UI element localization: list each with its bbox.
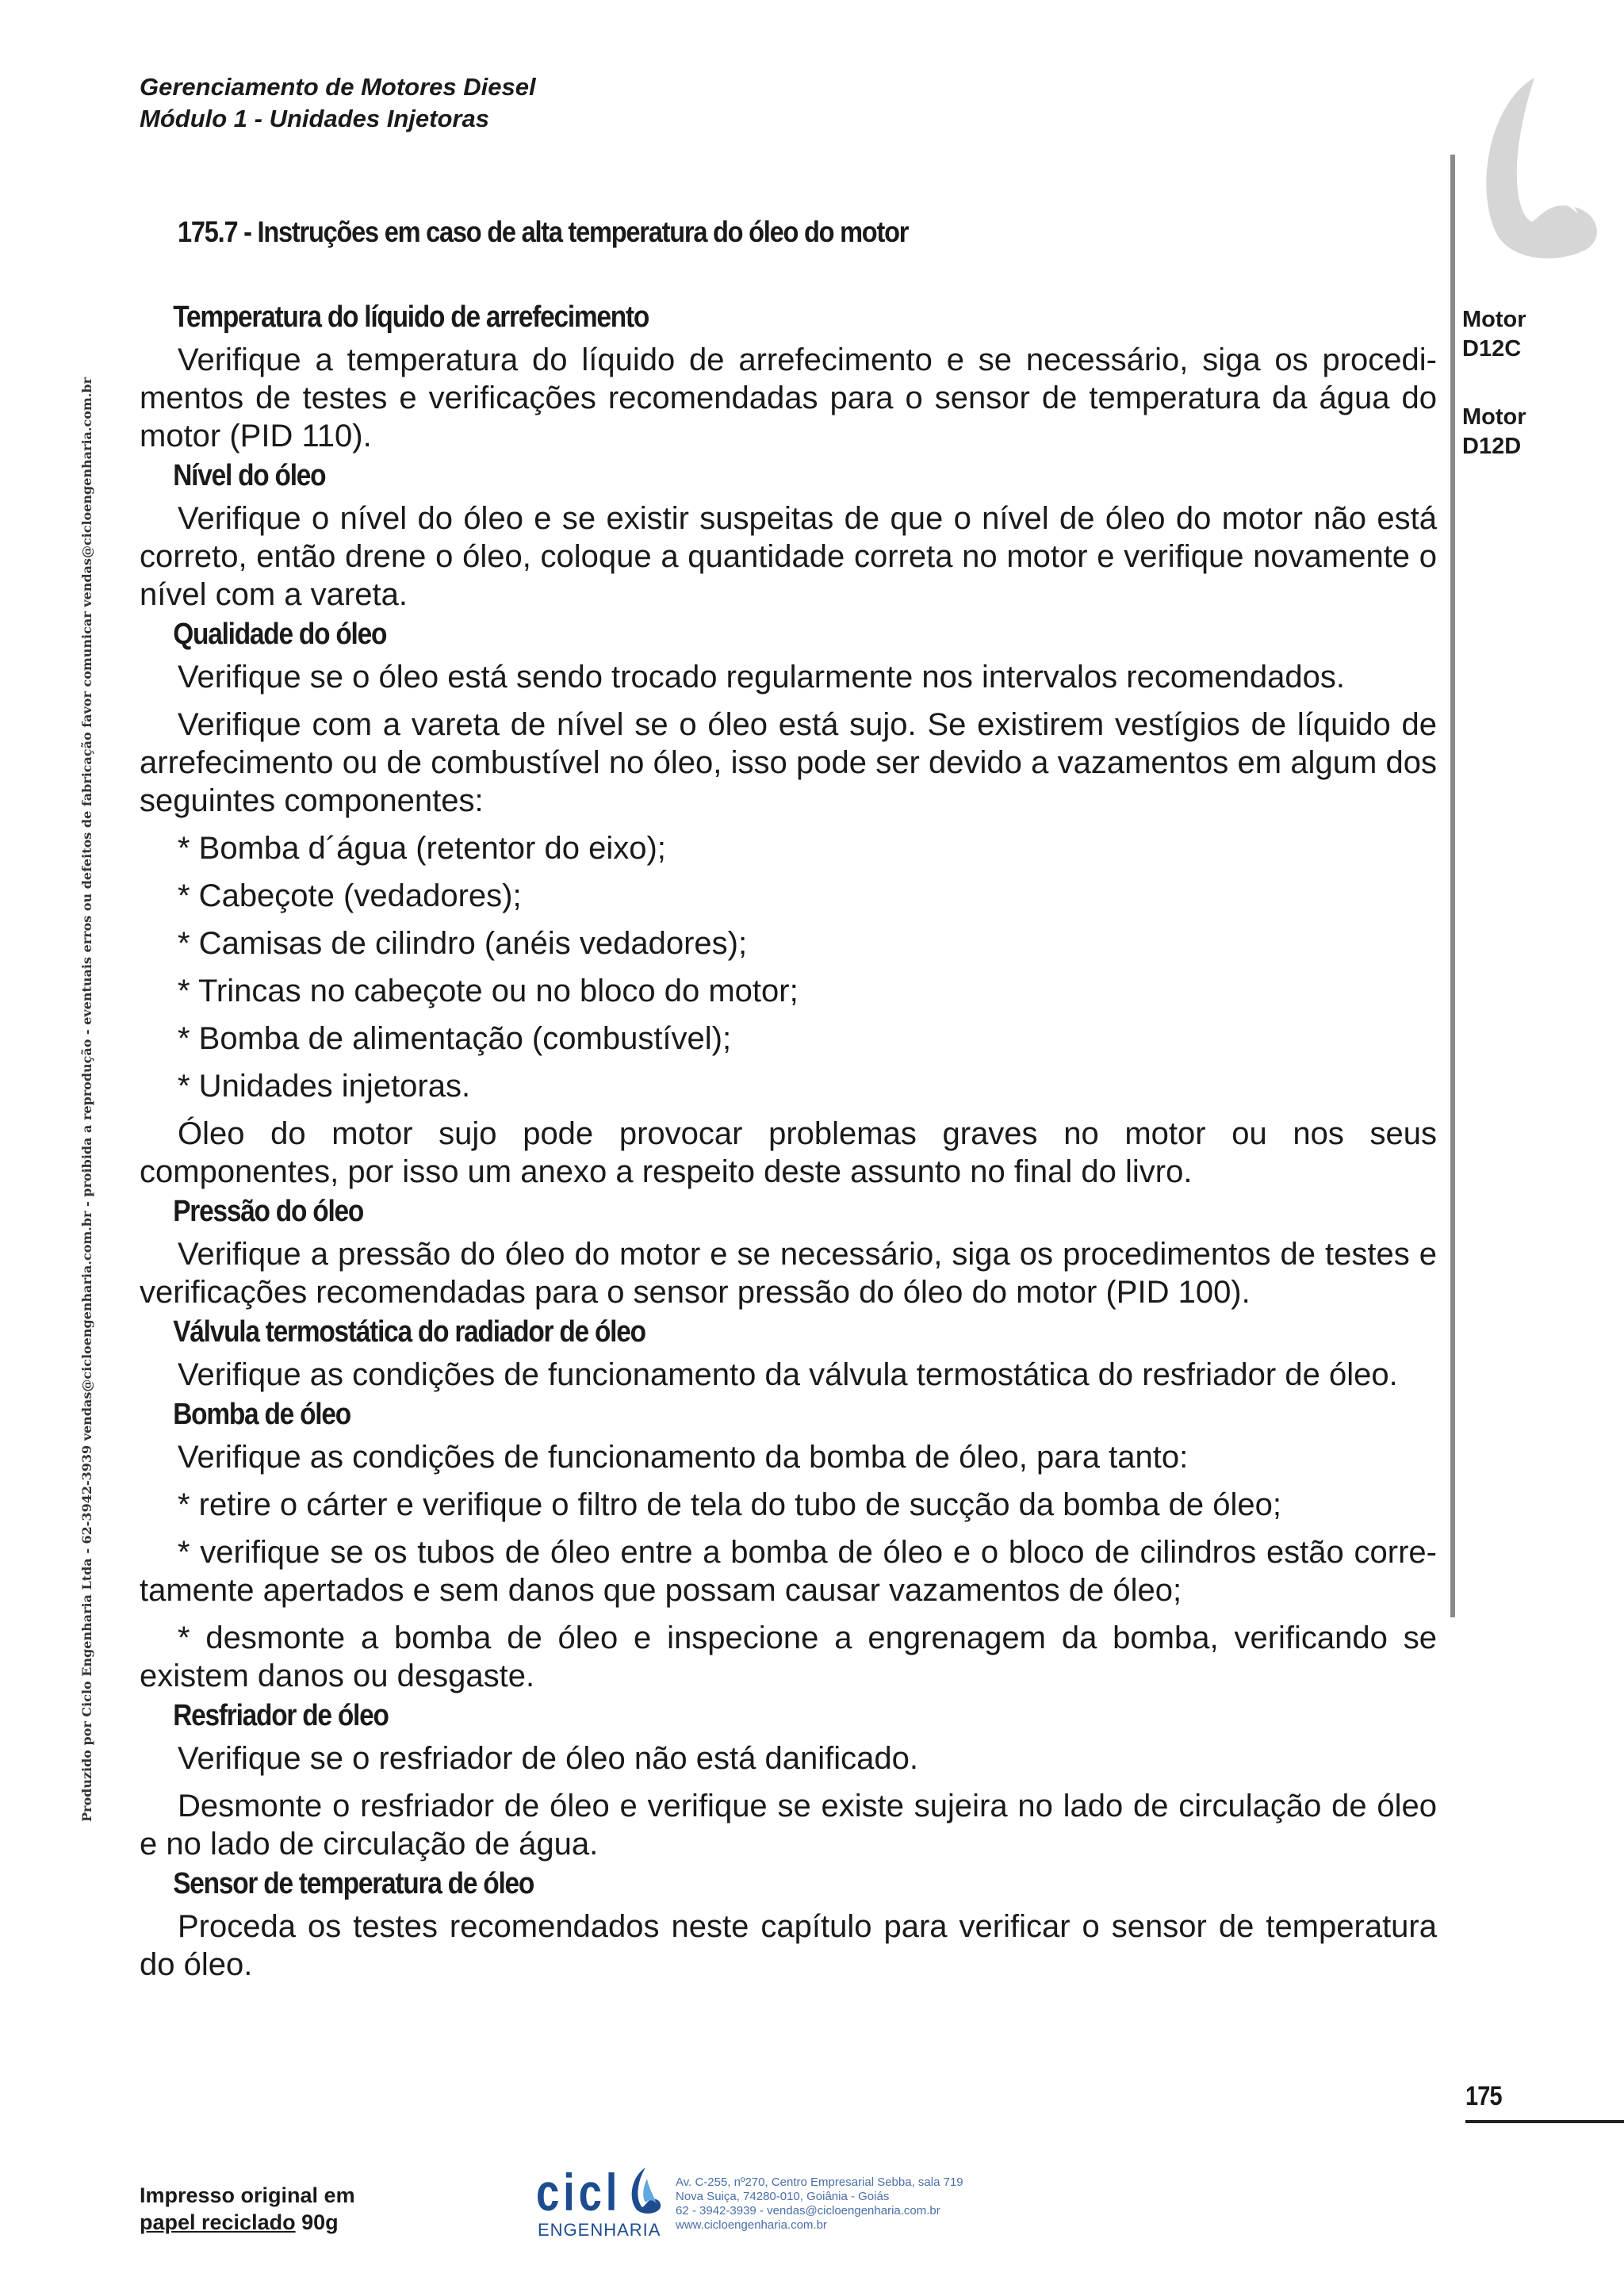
margin-rule bbox=[1450, 155, 1455, 1617]
list-item: * Unidades injetoras. bbox=[178, 1069, 471, 1104]
brand-subtitle: ENGENHARIA bbox=[538, 2220, 661, 2240]
decorative-logo-mark bbox=[1459, 71, 1602, 270]
list-item: * Trincas no cabeçote ou no bloco do motor; bbox=[178, 974, 799, 1008]
list-item: * Camisas de cilindro (anéis vedadores); bbox=[178, 926, 748, 961]
page-number-rule bbox=[1465, 2120, 1624, 2123]
running-header bbox=[140, 71, 536, 135]
list-item: * Bomba de alimentação (combustível); bbox=[178, 1021, 732, 1056]
side-label-d12c: Motor D12C bbox=[1462, 307, 1526, 362]
paragraph: Verifique a pressão do óleo do motor e se necessário, siga os procedimentos de testes e verificações recomendadas para o sensor pressão do óleo do motor (PID 100). bbox=[140, 1237, 1437, 1310]
paragraph: Proceda os testes recomendados neste capítulo para verificar o sensor de temperatura do óleo. bbox=[140, 1909, 1437, 1982]
brand-wordmark: cicl bbox=[536, 2163, 622, 2221]
contact-website: www.cicloengenharia.com.br bbox=[676, 2218, 827, 2232]
paragraph: Verifique as condições de funcionamento da bomba de óleo, para tanto: bbox=[178, 1440, 1189, 1475]
subheading: Qualidade do óleo bbox=[173, 618, 387, 651]
paragraph: Verifique a temperatura do líquido de arrefecimento e se necessário, siga os procedimentos de testes e verificações recomendadas para o sensor de temperatura da água do motor (PID 110). bbox=[140, 342, 1437, 453]
paragraph: Verifique o nível do óleo e se existir suspeitas de que o nível de óleo do motor não está correto, então drene o óleo, coloque a quantidade correta no motor e verifique novamente o nível com a vareta. bbox=[140, 501, 1437, 612]
contact-address: Av. C-255, nº270, Centro Empresarial Sebba, sala 719 bbox=[676, 2175, 963, 2189]
list-item: * Cabeçote (vedadores); bbox=[178, 878, 522, 913]
paragraph: Óleo do motor sujo pode provocar problemas graves no motor ou nos seus componentes, por isso um anexo a respeito deste assunto no final do livro. bbox=[140, 1116, 1437, 1189]
list-item: * verifique se os tubos de óleo entre a bomba de óleo e o bloco de cilindros estão corretamente apertados e sem danos que possam causar vazamentos de óleo; bbox=[140, 1535, 1437, 1608]
contact-block bbox=[676, 2175, 963, 2233]
section-title: 175.7 - Instruções em caso de alta temperatura do óleo do motor bbox=[178, 216, 909, 248]
header-title: Gerenciamento de Motores Diesel bbox=[140, 73, 536, 101]
subheading: Sensor de temperatura de óleo bbox=[173, 1867, 534, 1900]
imprint-note: Impresso original em papel reciclado 90g bbox=[140, 2183, 355, 2234]
main-content bbox=[140, 298, 1437, 1993]
list-item: * retire o cárter e verifique o filtro de tela do tubo de sucção da bomba de óleo; bbox=[178, 1487, 1281, 1522]
brand-swirl-icon bbox=[625, 2166, 663, 2217]
vertical-watermark: Produzido por Ciclo Engenharia Ltda - 62-3942-3939 vendas@cicloengenharia.com.br - proibida a reprodução - eventuais erros ou defeitos de fabricação favor comunicar vendas@cicloengenharia.com.br bbox=[79, 377, 94, 1822]
page-number: 175 bbox=[1465, 2081, 1502, 2111]
subheading: Pressão do óleo bbox=[173, 1195, 364, 1228]
imprint-underlined: papel reciclado bbox=[140, 2210, 296, 2234]
paragraph: Verifique com a vareta de nível se o óleo está sujo. Se existirem vestígios de líquido de arrefecimento ou de combustível no óleo, isso pode ser devido a vazamentos em algum dos seguintes componentes: bbox=[140, 707, 1437, 818]
subheading: Bomba de óleo bbox=[173, 1398, 350, 1431]
subheading: Resfriador de óleo bbox=[173, 1699, 389, 1732]
subheading: Temperatura do líquido de arrefecimento bbox=[173, 300, 649, 334]
subheading: Válvula termostática do radiador de óleo bbox=[173, 1315, 645, 1349]
header-subtitle: Módulo 1 - Unidades Injetoras bbox=[140, 105, 489, 132]
brand-logo bbox=[536, 2163, 671, 2245]
paragraph: Desmonte o resfriador de óleo e verifique se existe sujeira no lado de circulação de óleo e no lado de circulação de água. bbox=[140, 1789, 1437, 1862]
contact-phone-email: 62 - 3942-3939 - vendas@cicloengenharia.com.br bbox=[676, 2204, 940, 2218]
side-label-d12d: Motor D12D bbox=[1462, 404, 1526, 459]
list-item: * desmonte a bomba de óleo e inspecione a engrenagem da bomba, verificando se existem danos ou desgaste. bbox=[140, 1621, 1437, 1693]
paragraph: Verifique se o resfriador de óleo não está danificado. bbox=[178, 1741, 918, 1776]
list-item: * Bomba d´água (retentor do eixo); bbox=[178, 831, 666, 866]
subheading: Nível do óleo bbox=[173, 459, 326, 492]
contact-city: Nova Suiça, 74280-010, Goiânia - Goiás bbox=[676, 2190, 890, 2203]
paragraph: Verifique as condições de funcionamento da válvula termostática do resfriador de óleo. bbox=[178, 1357, 1398, 1392]
paragraph: Verifique se o óleo está sendo trocado regularmente nos intervalos recomendados. bbox=[178, 660, 1346, 695]
